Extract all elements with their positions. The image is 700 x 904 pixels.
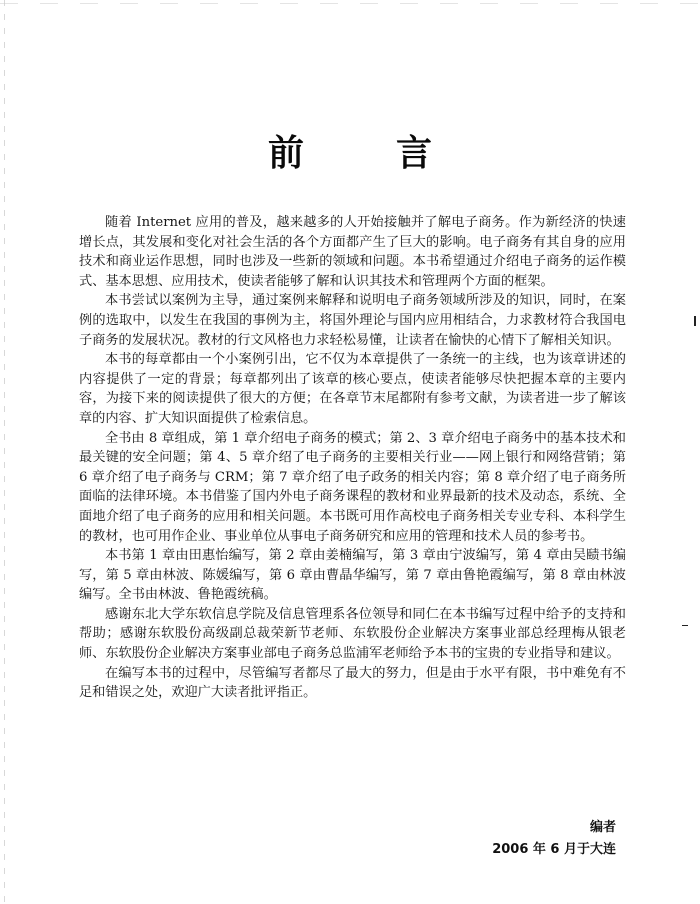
paragraph: 全书由 8 章组成，第 1 章介绍电子商务的模式；第 2、3 章介绍电子商务中的基本技术和最关键的安全问题；第 4、5 章介绍了电子商务的主要相关行业——网上银行和网络营销；第 6 章介绍了电子商务与 CRM；第 7 章介绍了电子政务的相关内容；第 8 章介绍了电子商务所面临的法律环境。本书借鉴了国内外电子商务课程的教材和业界最新的技术及动态，系统、全面地介绍了电子商务的应用和相关问题。本书既可用作高校电子商务相关专业专科、本科学生的教材，也可用作企业、事业单位从事电子商务研究和应用的管理和技术人员的参考书。	[79, 430, 626, 544]
scan-mark	[682, 625, 688, 626]
page-title: 前 言	[267, 133, 460, 174]
paragraph: 本书尝试以案例为主导，通过案例来解释和说明电子商务领域所涉及的知识，同时，在案例的选取中，以发生在我国的事例为主，将国外理论与国内应用相结合，力求教材符合我国电子商务的发展状况。教材的行文风格也力求轻松易懂，让读者在愉快的心情下了解相关知识。	[79, 293, 626, 348]
paragraph: 在编写本书的过程中，尽管编写者都尽了最大的努力，但是由于水平有限，书中难免有不足和错误之处，欢迎广大读者批评指正。	[79, 665, 626, 701]
paragraph: 随着 Internet 应用的普及，越来越多的人开始接触并了解电子商务。作为新经济的快速增长点，其发展和变化对社会生活的各个方面都产生了巨大的影响。电子商务有其自身的应用技术和商业运作思想，同时也涉及一些新的领域和问题。本书希望通过介绍电子商务的运作模式、基本思想、应用技术，使读者能够了解和认识其技术和管理两个方面的框架。	[79, 215, 626, 289]
paragraph: 本书第 1 章由田惠怡编写，第 2 章由姜楠编写，第 3 章由宁波编写，第 4 章由吴赜书编写，第 5 章由林波、陈媛编写，第 6 章由曹晶华编写，第 7 章由鲁艳霞编写，第 8 章由林波编写。全书由林波、鲁艳霞统稿。	[79, 548, 626, 603]
signature-date: 2006 年 6 月于大连	[492, 842, 616, 857]
paragraph: 感谢东北大学东软信息学院及信息管理系各位领导和同仁在本书编写过程中给予的支持和帮助；感谢东软股份高级副总裁荣新节老师、东软股份企业解决方案事业部总经理梅从银老师、东软股份企业解决方案事业部电子商务总监浦军老师给予本书的宝贵的专业指导和建议。	[79, 606, 626, 662]
signature-author: 编者	[589, 820, 616, 835]
scan-edge-top	[0, 3, 700, 4]
scan-mark	[694, 316, 696, 326]
preface-body	[79, 213, 626, 703]
signature-block	[492, 817, 616, 861]
paragraph: 本书的每章都由一个小案例引出，它不仅为本章提供了一条统一的主线，也为该章讲述的内容提供了一定的背景；每章都列出了该章的核心要点，使读者能够尽快把握本章的主要内容，为接下来的阅读提供了很大的方便；在各章节末尾都附有参考文献，为读者进一步了解该章的内容、扩大知识面提供了检索信息。	[79, 352, 626, 426]
